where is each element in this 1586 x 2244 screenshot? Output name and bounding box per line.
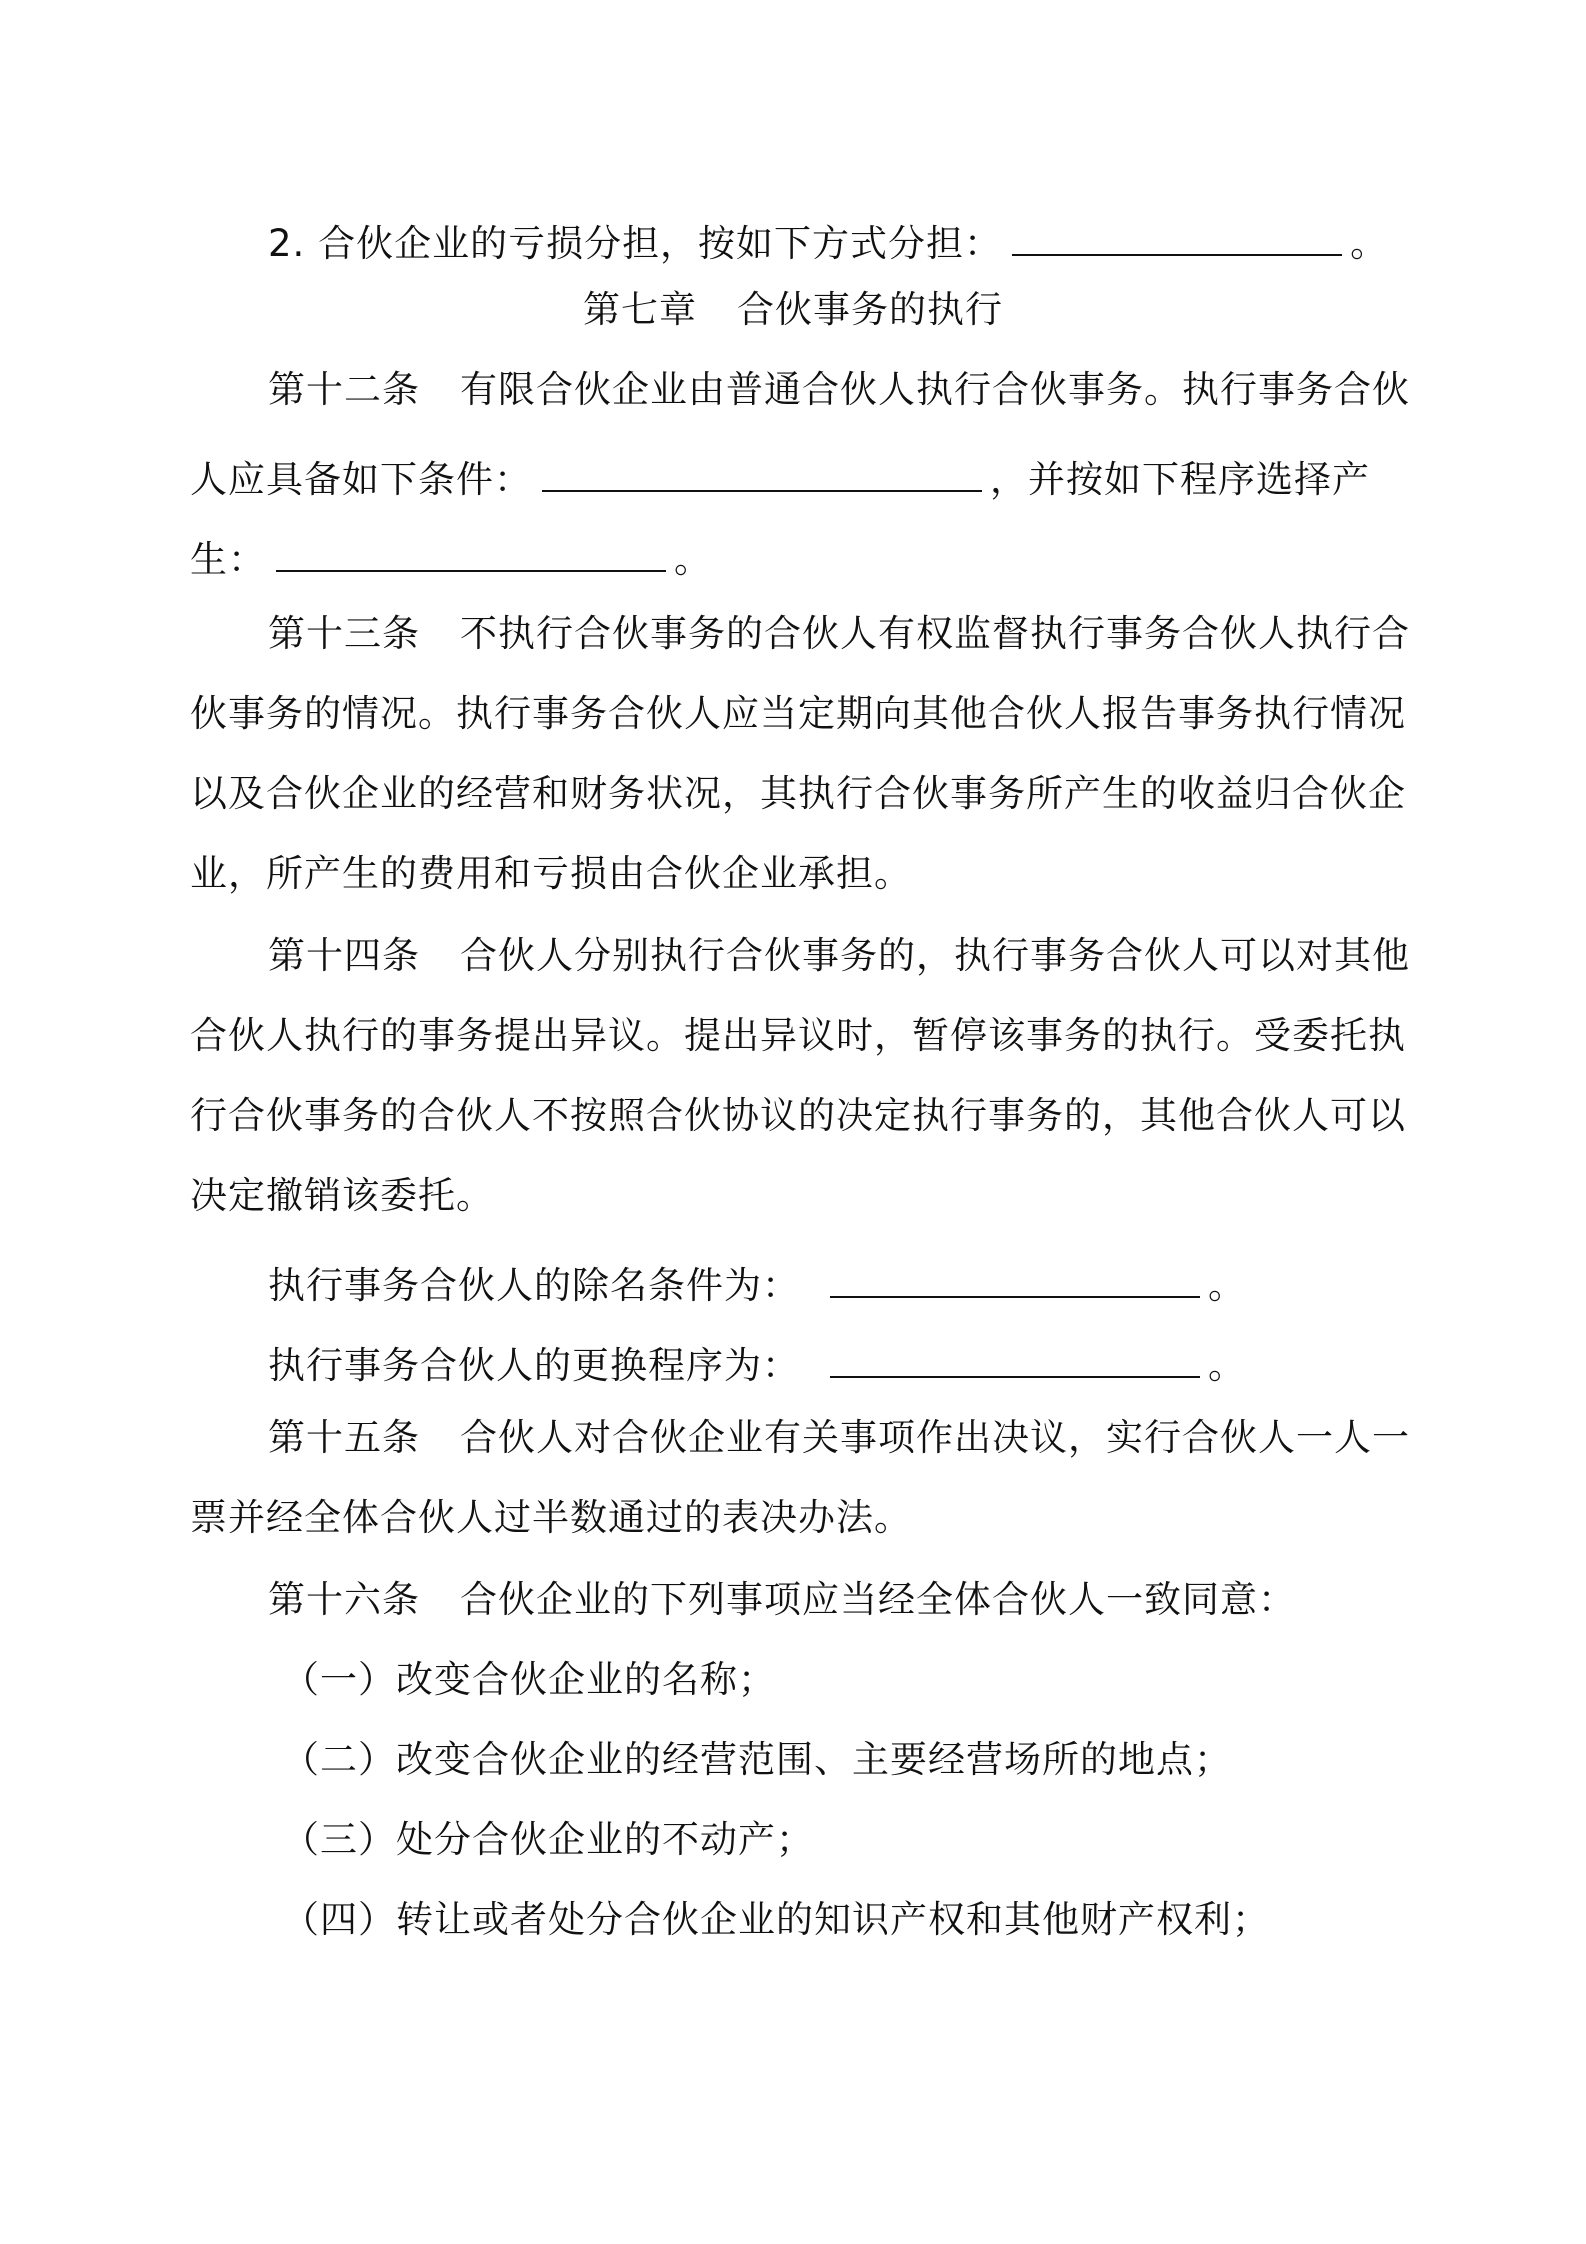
article-13-line-3: 以及合伙企业的经营和财务状况，其执行合伙事务所产生的收益归合伙企 [190,772,1406,815]
chapter-heading [0,286,1586,334]
article-13-number: 第十三条 [268,612,420,655]
removal-condition-line: 执行事务合伙人的除名条件为： 。 [268,1252,1478,1310]
article-16-line-1: 第十六条 合伙企业的下列事项应当经全体合伙人一致同意： [268,1578,1296,1621]
article-12-line-1: 第十二条 有限合伙企业由普通合伙人执行合伙事务。执行事务合伙 [268,368,1410,411]
article-14-line-1: 第十四条 合伙人分别执行合伙事务的，执行事务合伙人可以对其他 [268,934,1410,977]
conditions-blank[interactable] [542,446,982,492]
article-14-line-4: 决定撤销该委托。 [190,1174,494,1217]
article-13-line-1: 第十三条 不执行合伙事务的合伙人有权监督执行事务合伙人执行合 [268,612,1410,655]
replacement-procedure-blank[interactable] [830,1332,1200,1378]
article-13-line-4: 业，所产生的费用和亏损由合伙企业承担。 [190,852,912,895]
selection-procedure-blank[interactable] [276,526,666,572]
article-14-line-2: 合伙人执行的事务提出异议。提出异议时，暂停该事务的执行。受委托执 [190,1014,1406,1057]
article-16-number: 第十六条 [268,1578,420,1621]
chapter-title: 合伙事务的执行 [737,288,1003,331]
article-12-line-2: 人应具备如下条件： ，并按如下程序选择产 [190,446,1400,504]
chapter-number: 第七章 [583,288,697,331]
removal-condition-blank[interactable] [830,1252,1200,1298]
article-15-number: 第十五条 [268,1416,420,1459]
article-12-line-3: 生： 。 [190,526,1400,584]
list-item: （二）改变合伙企业的经营范围、主要经营场所的地点； [282,1738,1232,1781]
article-12-number: 第十二条 [268,368,420,411]
loss-sharing-end: 。 [1350,222,1389,265]
list-item: （三）处分合伙企业的不动产； [282,1818,814,1861]
article-14-number: 第十四条 [268,934,420,977]
list-item: （一）改变合伙企业的名称； [282,1658,776,1701]
loss-sharing-clause [268,210,1478,268]
article-15-line-2: 票并经全体合伙人过半数通过的表决办法。 [190,1496,912,1539]
article-13-line-2: 伙事务的情况。执行事务合伙人应当定期向其他合伙人报告事务执行情况 [190,692,1406,735]
article-15-line-1: 第十五条 合伙人对合伙企业有关事项作出决议，实行合伙人一人一 [268,1416,1410,1459]
list-item: （四）转让或者处分合伙企业的知识产权和其他财产权利； [282,1898,1270,1941]
replacement-procedure-line: 执行事务合伙人的更换程序为： 。 [268,1332,1478,1390]
loss-sharing-blank[interactable] [1012,210,1342,256]
loss-sharing-text: 2. 合伙企业的亏损分担，按如下方式分担： [268,222,1003,265]
article-14-line-3: 行合伙事务的合伙人不按照合伙协议的决定执行事务的，其他合伙人可以 [190,1094,1406,1137]
